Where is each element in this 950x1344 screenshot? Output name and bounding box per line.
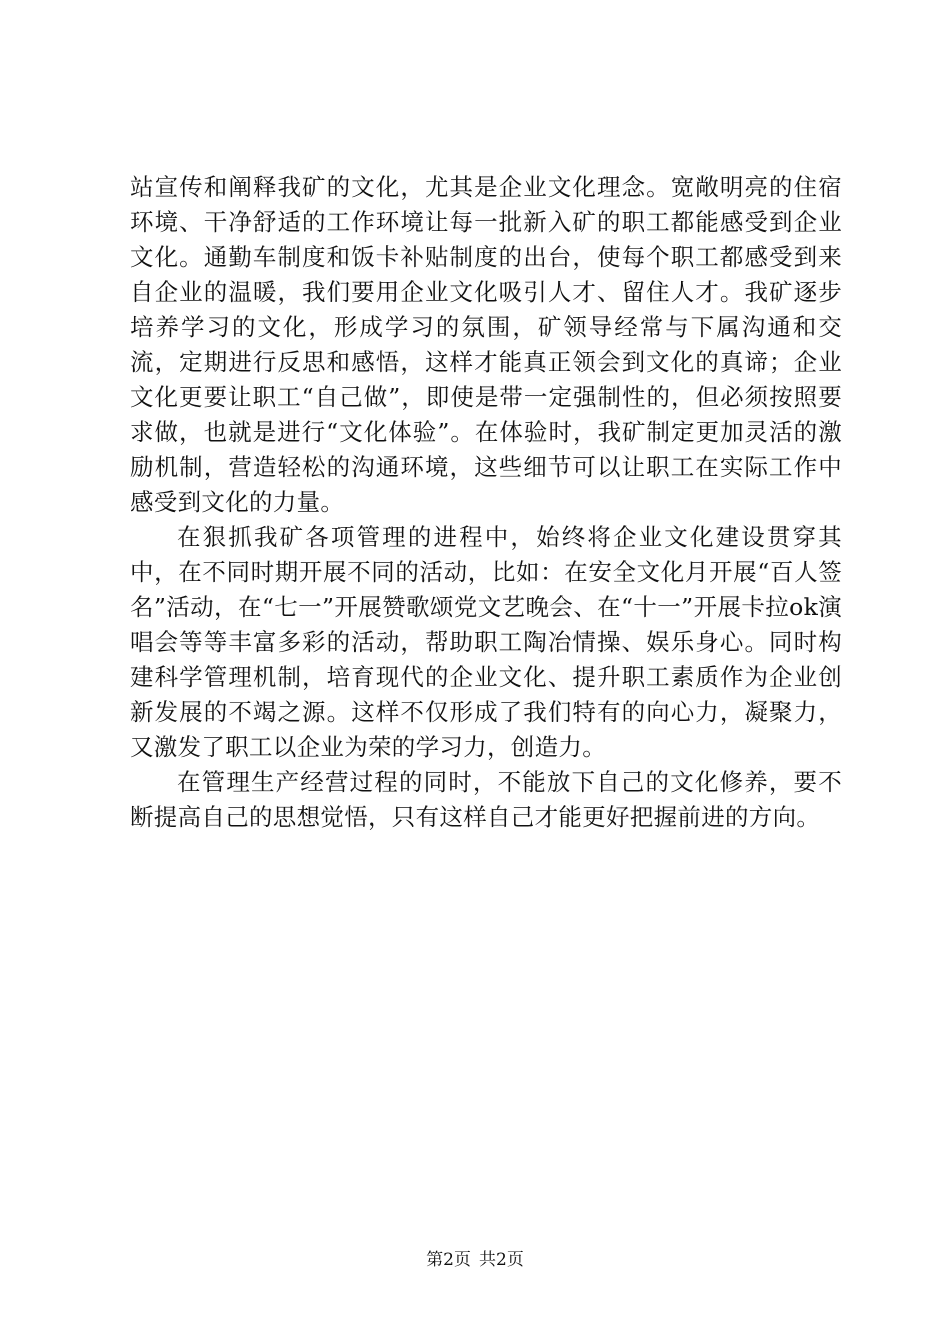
- page-total: 共2页: [479, 1250, 524, 1270]
- paragraph-3: 在管理生产经营过程的同时，不能放下自己的文化修养，要不断提高自己的思想觉悟，只有这样自己才能更好把握前进的方向。: [130, 768, 842, 831]
- paragraph-2: 在狠抓我矿各项管理的进程中，始终将企业文化建设贯穿其中，在不同时期开展不同的活动，比如：在安全文化月开展“百人签名”活动，在“七一”开展赞歌颂党文艺晚会、在“十一”开展卡拉ok演唱会等等丰富多彩的活动，帮助职工陶冶情操、娱乐身心。同时构建科学管理机制，培育现代的企业文化、提升职工素质作为企业创新发展的不竭之源。这样不仅形成了我们特有的向心力，凝聚力，又激发了职工以企业为荣的学习力，创造力。: [130, 523, 842, 761]
- page-number: 第2页: [426, 1250, 471, 1270]
- document-body: [130, 170, 842, 835]
- paragraph-1: 站宣传和阐释我矿的文化，尤其是企业文化理念。宽敞明亮的住宿环境、干净舒适的工作环境让每一批新入矿的职工都能感受到企业文化。通勤车制度和饭卡补贴制度的出台，使每个职工都感受到来自企业的温暖，我们要用企业文化吸引人才、留住人才。我矿逐步培养学习的文化，形成学习的氛围，矿领导经常与下属沟通和交流，定期进行反思和感悟，这样才能真正领会到文化的真谛；企业文化更要让职工“自己做”，即使是带一定强制性的，但必须按照要求做，也就是进行“文化体验”。在体验时，我矿制定更加灵活的激励机制，营造轻松的沟通环境，这些细节可以让职工在实际工作中感受到文化的力量。: [130, 173, 842, 516]
- page-footer: [0, 1245, 950, 1270]
